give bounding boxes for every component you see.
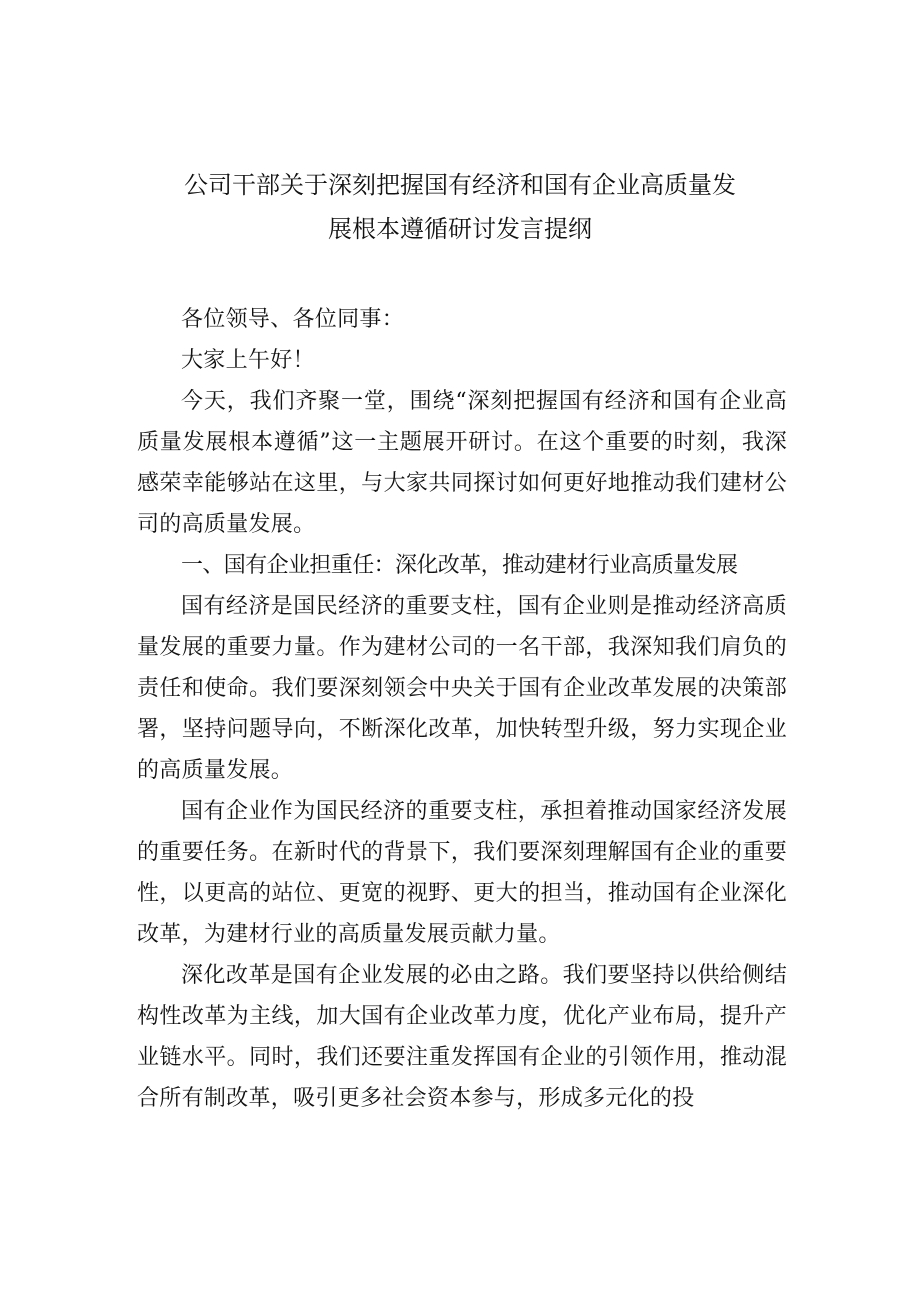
salutation: 各位领导、各位同事：: [181, 307, 405, 332]
document-body: [137, 299, 787, 1119]
section-heading-1: 一、国有企业担重任：深化改革，推动建材行业高质量发展: [181, 553, 738, 578]
body-paragraph-1: 国有经济是国民经济的重要支柱，国有企业则是推动经济高质量发展的重要力量。作为建材公司的一名干部，我深知我们肩负的责任和使命。我们要深刻领会中央关于国有企业改革发展的决策部署，坚持问题导向，不断深化改革，加快转型升级，努力实现企业的高质量发展。: [137, 594, 787, 783]
body-paragraph-3: 深化改革是国有企业发展的必由之路。我们要坚持以供给侧结构性改革为主线，加大国有企业改革力度，优化产业布局，提升产业链水平。同时，我们还要注重发挥国有企业的引领作用，推动混合所有制改革，吸引更多社会资本参与，形成多元化的投: [137, 963, 787, 1111]
body-paragraph-2: 国有企业作为国民经济的重要支柱，承担着推动国家经济发展的重要任务。在新时代的背景下，我们要深刻理解国有企业的重要性，以更高的站位、更宽的视野、更大的担当，推动国有企业深化改革，为建材行业的高质量发展贡献力量。: [137, 799, 787, 947]
greeting: 大家上午好！: [181, 348, 315, 373]
document-title-line-2: 展根本遵循研讨发言提纲: [328, 215, 592, 243]
intro-paragraph: 今天，我们齐聚一堂，围绕“深刻把握国有经济和国有企业高质量发展根本遵循”这一主题展开研讨。在这个重要的时刻，我深感荣幸能够站在这里，与大家共同探讨如何更好地推动我们建材公司的高质量发展。: [137, 389, 787, 537]
document-title-line-1: 公司干部关于深刻把握国有经济和国有企业高质量发: [184, 171, 736, 199]
